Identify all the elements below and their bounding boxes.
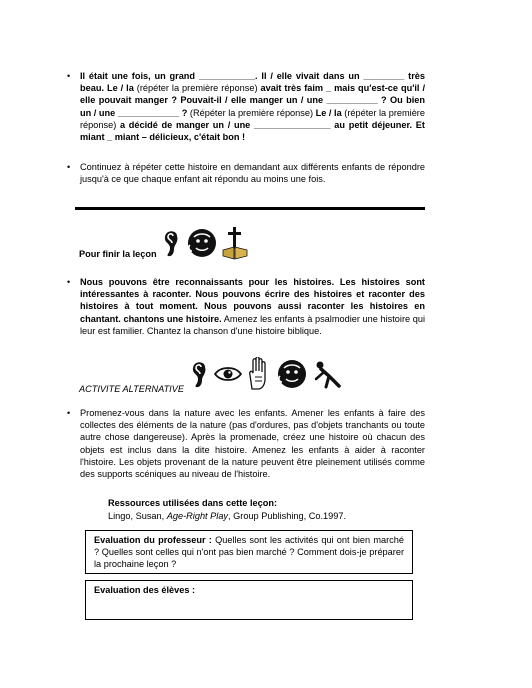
eval-prof-content — [86, 531, 412, 574]
continue-text: Continuez à répéter cette histoire en demandant aux différents enfants de répondre jusqu'à ce que chaque enfant ait répondu au moins une fois. — [80, 162, 425, 185]
citation-title: Age-Right Play — [166, 511, 229, 521]
continue-bullet — [67, 161, 425, 185]
pour-finir-bullet — [67, 276, 425, 337]
pour-finir-heading: Pour finir la leçon — [79, 249, 157, 259]
eye-icon — [214, 365, 242, 383]
stretching-person-icon — [312, 359, 342, 389]
bullet-dot: • — [67, 277, 71, 287]
eval-eleves-box — [85, 580, 413, 620]
listening-face-icon — [276, 358, 308, 390]
bullet-dot: • — [67, 71, 71, 81]
eval-eleves-content — [86, 581, 412, 599]
bible-cross-icon — [222, 226, 248, 260]
ressources-citation — [108, 510, 346, 522]
hand-icon — [246, 357, 272, 391]
activite-bullet — [67, 407, 425, 480]
pour-finir-icons — [162, 226, 248, 260]
story-bold-segment: Il était une fois, un grand ___________. Il / elle vivait dans un ________ très beau. Le / la — [80, 71, 425, 94]
activite-text: Promenez-vous dans la nature avec les enfants. Amener les enfants à faire des collectes des éléments de la nature (pas d'ordures, pas d'objets tranchants ou toute autre chose dangereuse). Après la promenade, créez une histoire où chacun des objets est inclus dans la dite histoire. Amenez les enfants à aider à raconter l'histoire. Les objets provenant de la nature peuvent être pleinement utilisés comme des supports scéniques au niveau de l'histoire. — [80, 408, 425, 480]
activite-icons — [190, 357, 342, 391]
section-divider — [75, 207, 425, 210]
story-note-segment: (répéter la première réponse) — [80, 107, 425, 130]
eval-prof-box — [85, 530, 413, 574]
pour-finir-normal-text: Amenez les enfants à psalmodier une histoire qui leur est familier. Chantez la chanson d'une histoire biblique. — [80, 313, 425, 336]
activite-heading: ACTIVITE ALTERNATIVE — [79, 384, 184, 394]
story-bold-segment: Le / la — [315, 107, 345, 118]
story-note-segment: (Répéter la première réponse) — [189, 107, 316, 118]
pour-finir-bold-text: Nous pouvons être reconnaissants pour les histoires. Les histoires sont intéressantes à raconter. Nous pouvons écrire des histoires et raconter des histoires à tout moment. Nous pouvons aussi raconter les histoires en chantant. chantons une histoire. — [80, 277, 425, 324]
story-text — [80, 71, 425, 142]
ear-icon — [162, 228, 182, 258]
bullet-dot: • — [67, 408, 71, 418]
story-bold-segment: a décidé de manger un / une _______________ au petit déjeuner. Et miant _ miant – délicieux, c'était bon ! — [80, 119, 425, 143]
ear-icon — [190, 359, 210, 389]
citation-authors: Lingo, Susan, — [108, 511, 167, 521]
listening-face-icon — [186, 227, 218, 259]
eval-prof-label: Evaluation du professeur : — [94, 535, 212, 545]
citation-publisher: , Group Publishing, Co.1997. — [228, 511, 347, 521]
eval-prof-text: Quelles sont les activités qui ont bien marché ? Quelles sont celles qui n'ont pas bien marché ? Comment dois-je préparer la prochaine leçon ? — [94, 535, 404, 570]
story-bullet — [67, 70, 425, 143]
eval-eleves-label: Evaluation des élèves : — [94, 585, 196, 595]
story-bold-segment: avait très faim _ mais qu'est-ce qu'il / elle pouvait manger ? Pouvait-il / elle manger un / une __________ ? Ou bien un / une ____________ ? — [80, 83, 425, 118]
ressources-heading: Ressources utilisées dans cette leçon: — [108, 498, 278, 508]
bullet-dot: • — [67, 162, 71, 172]
story-note-segment: (répéter la première réponse) — [136, 83, 261, 94]
